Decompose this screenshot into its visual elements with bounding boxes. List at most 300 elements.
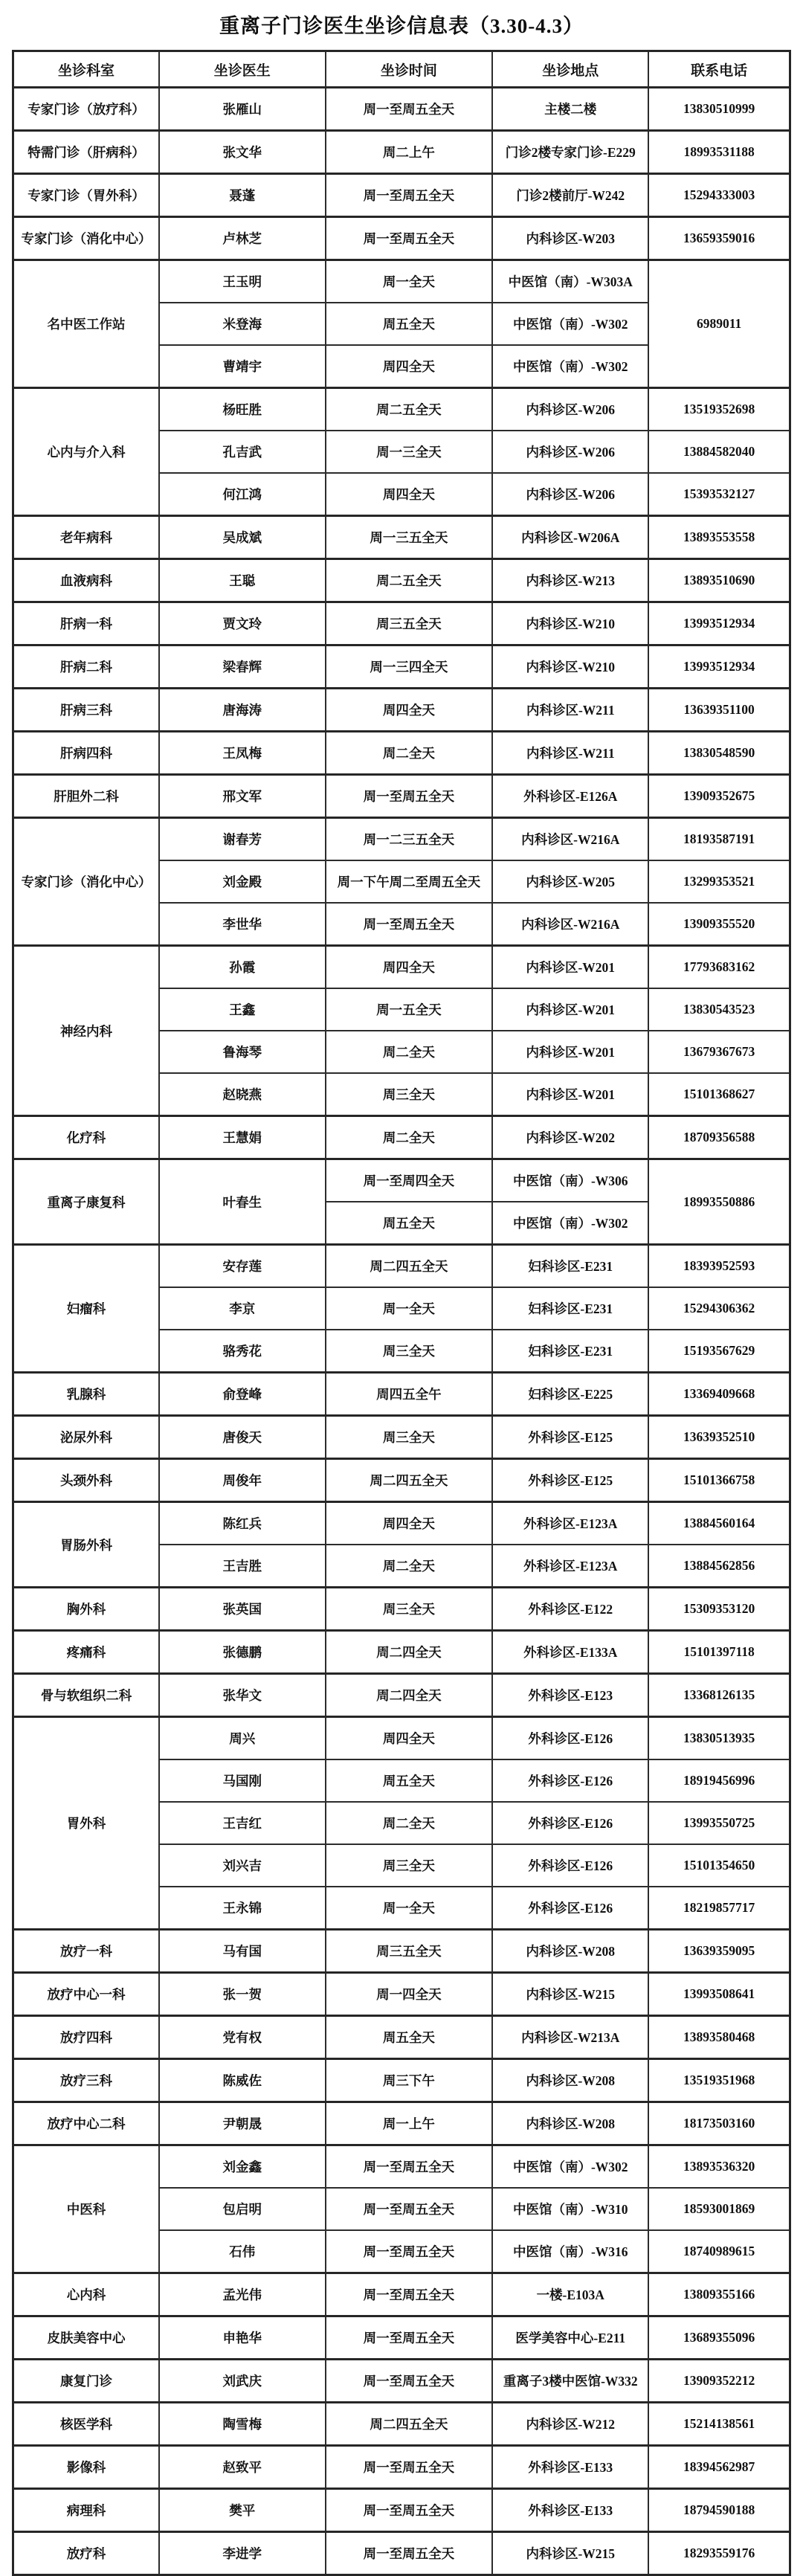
phone-cell: 13519352698 [648, 388, 790, 431]
dept-cell: 心内科 [13, 2273, 159, 2316]
dept-cell: 妇瘤科 [13, 1245, 159, 1373]
doctor-cell: 米登海 [159, 303, 326, 345]
time-cell: 周一三五全天 [326, 516, 493, 559]
dept-cell: 肝胆外二科 [13, 775, 159, 818]
doctor-cell: 王凤梅 [159, 732, 326, 775]
location-cell: 内科诊区-W206A [492, 516, 648, 559]
phone-cell: 15101397118 [648, 1631, 790, 1674]
phone-cell: 13659359016 [648, 217, 790, 260]
doctor-cell: 王吉胜 [159, 1545, 326, 1588]
time-cell: 周三全天 [326, 1588, 493, 1631]
location-cell: 外科诊区-E126 [492, 1717, 648, 1760]
doctor-cell: 孙霞 [159, 946, 326, 989]
phone-cell: 13893580468 [648, 2016, 790, 2059]
table-row [13, 2102, 790, 2145]
table-row [13, 732, 790, 775]
doctor-cell: 王聪 [159, 559, 326, 602]
location-cell: 内科诊区-W211 [492, 732, 648, 775]
dept-cell: 放疗三科 [13, 2059, 159, 2102]
time-cell: 周一至周四全天 [326, 1159, 493, 1202]
table-row [13, 645, 790, 689]
location-cell: 内科诊区-W201 [492, 988, 648, 1031]
time-cell: 周一至周五全天 [326, 2532, 493, 2575]
location-cell: 妇科诊区-E231 [492, 1287, 648, 1330]
location-cell: 内科诊区-W201 [492, 1031, 648, 1073]
time-cell: 周三全天 [326, 1330, 493, 1373]
phone-cell: 13993550725 [648, 1802, 790, 1844]
location-cell: 中医馆（南）-W302 [492, 303, 648, 345]
dept-cell: 老年病科 [13, 516, 159, 559]
time-cell: 周二全天 [326, 732, 493, 775]
location-cell: 内科诊区-W213A [492, 2016, 648, 2059]
dept-cell: 肝病三科 [13, 689, 159, 732]
time-cell: 周二五全天 [326, 388, 493, 431]
phone-cell: 13369409668 [648, 1373, 790, 1416]
time-cell: 周二四五全天 [326, 1459, 493, 1502]
table-header [13, 51, 790, 88]
time-cell: 周一至周五全天 [326, 775, 493, 818]
location-cell: 中医馆（南）-W306 [492, 1159, 648, 1202]
time-cell: 周一至周五全天 [326, 903, 493, 946]
phone-cell: 13639352510 [648, 1416, 790, 1459]
doctor-cell: 俞登峰 [159, 1373, 326, 1416]
location-cell: 妇科诊区-E225 [492, 1373, 648, 1416]
phone-cell: 13689355096 [648, 2316, 790, 2360]
dept-cell: 胃肠外科 [13, 1502, 159, 1588]
table-row [13, 1674, 790, 1717]
dept-cell: 名中医工作站 [13, 260, 159, 388]
table-row [13, 260, 790, 303]
table-row [13, 1159, 790, 1202]
time-cell: 周一四全天 [326, 1973, 493, 2016]
dept-cell: 放疗科 [13, 2532, 159, 2575]
time-cell: 周二上午 [326, 131, 493, 174]
header-cell-4: 联系电话 [648, 51, 790, 88]
table-row [13, 2532, 790, 2575]
time-cell: 周一二三五全天 [326, 818, 493, 861]
location-cell: 内科诊区-W210 [492, 602, 648, 645]
phone-cell: 13993512934 [648, 645, 790, 689]
doctor-cell: 唐俊天 [159, 1416, 326, 1459]
dept-cell: 胃外科 [13, 1717, 159, 1930]
location-cell: 外科诊区-E125 [492, 1459, 648, 1502]
location-cell: 内科诊区-W203 [492, 217, 648, 260]
dept-cell: 胸外科 [13, 1588, 159, 1631]
phone-cell: 18709356588 [648, 1116, 790, 1159]
location-cell: 外科诊区-E126A [492, 775, 648, 818]
phone-cell: 18193587191 [648, 818, 790, 861]
time-cell: 周一至周五全天 [326, 2145, 493, 2189]
table-row [13, 2059, 790, 2102]
time-cell: 周二全天 [326, 1545, 493, 1588]
location-cell: 中医馆（南）-W302 [492, 345, 648, 388]
doctor-cell: 张英国 [159, 1588, 326, 1631]
phone-cell: 18393952593 [648, 1245, 790, 1288]
header-cell-0: 坐诊科室 [13, 51, 159, 88]
dept-cell: 泌尿外科 [13, 1416, 159, 1459]
phone-cell: 18993531188 [648, 131, 790, 174]
dept-cell: 康复门诊 [13, 2360, 159, 2403]
table-row [13, 2489, 790, 2532]
dept-cell: 影像科 [13, 2446, 159, 2489]
doctor-cell: 周俊年 [159, 1459, 326, 1502]
table-row [13, 1930, 790, 1973]
doctor-cell: 张德鹏 [159, 1631, 326, 1674]
time-cell: 周三五全天 [326, 602, 493, 645]
dept-cell: 特需门诊（肝病科） [13, 131, 159, 174]
time-cell: 周一至周五全天 [326, 174, 493, 217]
time-cell: 周四全天 [326, 689, 493, 732]
phone-cell: 13830548590 [648, 732, 790, 775]
time-cell: 周一五全天 [326, 988, 493, 1031]
location-cell: 主楼二楼 [492, 88, 648, 131]
doctor-cell: 赵晓燕 [159, 1073, 326, 1116]
location-cell: 内科诊区-W210 [492, 645, 648, 689]
phone-cell: 15214138561 [648, 2403, 790, 2446]
doctor-cell: 何江鸿 [159, 473, 326, 516]
location-cell: 内科诊区-W208 [492, 1930, 648, 1973]
location-cell: 门诊2楼前厅-W242 [492, 174, 648, 217]
time-cell: 周二全天 [326, 1802, 493, 1844]
table-row [13, 2360, 790, 2403]
phone-cell: 18794590188 [648, 2489, 790, 2532]
phone-cell: 13884582040 [648, 431, 790, 473]
phone-cell: 13519351968 [648, 2059, 790, 2102]
table-body [13, 88, 790, 2575]
table-row [13, 775, 790, 818]
dept-cell: 肝病二科 [13, 645, 159, 689]
table-row [13, 88, 790, 131]
doctor-cell: 党有权 [159, 2016, 326, 2059]
phone-cell: 17793683162 [648, 946, 790, 989]
time-cell: 周一全天 [326, 1887, 493, 1930]
time-cell: 周四全天 [326, 1717, 493, 1760]
phone-cell: 13884562856 [648, 1545, 790, 1588]
doctor-cell: 邢文军 [159, 775, 326, 818]
doctor-cell: 陈威佐 [159, 2059, 326, 2102]
dept-cell: 心内与介入科 [13, 388, 159, 516]
location-cell: 外科诊区-E122 [492, 1588, 648, 1631]
time-cell: 周一三四全天 [326, 645, 493, 689]
location-cell: 内科诊区-W201 [492, 1073, 648, 1116]
table-row [13, 559, 790, 602]
table-row [13, 1502, 790, 1545]
location-cell: 外科诊区-E123A [492, 1502, 648, 1545]
time-cell: 周一下午周二至周五全天 [326, 860, 493, 903]
doctor-cell: 陶雪梅 [159, 2403, 326, 2446]
dept-cell: 病理科 [13, 2489, 159, 2532]
phone-cell: 13993512934 [648, 602, 790, 645]
location-cell: 内科诊区-W202 [492, 1116, 648, 1159]
phone-cell: 13679367673 [648, 1031, 790, 1073]
doctor-cell: 杨旺胜 [159, 388, 326, 431]
doctor-cell: 谢春芳 [159, 818, 326, 861]
doctor-cell: 梁春辉 [159, 645, 326, 689]
location-cell: 外科诊区-E133A [492, 1631, 648, 1674]
doctor-cell: 骆秀花 [159, 1330, 326, 1373]
location-cell: 妇科诊区-E231 [492, 1245, 648, 1288]
time-cell: 周三全天 [326, 1073, 493, 1116]
phone-cell: 15309353120 [648, 1588, 790, 1631]
time-cell: 周一全天 [326, 1287, 493, 1330]
time-cell: 周四全天 [326, 473, 493, 516]
table-row [13, 1245, 790, 1288]
time-cell: 周一至周五全天 [326, 2446, 493, 2489]
doctor-cell: 包启明 [159, 2188, 326, 2230]
doctor-cell: 曹靖宇 [159, 345, 326, 388]
dept-cell: 肝病一科 [13, 602, 159, 645]
location-cell: 一楼-E103A [492, 2273, 648, 2316]
phone-cell: 6989011 [648, 260, 790, 388]
time-cell: 周四全天 [326, 946, 493, 989]
location-cell: 外科诊区-E126 [492, 1802, 648, 1844]
doctor-cell: 贾文玲 [159, 602, 326, 645]
doctor-cell: 孟光伟 [159, 2273, 326, 2316]
table-row [13, 174, 790, 217]
doctor-cell: 安存莲 [159, 1245, 326, 1288]
phone-cell: 13893553558 [648, 516, 790, 559]
dept-cell: 中医科 [13, 2145, 159, 2273]
location-cell: 中医馆（南）-W316 [492, 2230, 648, 2273]
time-cell: 周一至周五全天 [326, 2188, 493, 2230]
table-row [13, 217, 790, 260]
phone-cell: 15193567629 [648, 1330, 790, 1373]
phone-cell: 18293559176 [648, 2532, 790, 2575]
location-cell: 内科诊区-W216A [492, 903, 648, 946]
dept-cell: 核医学科 [13, 2403, 159, 2446]
location-cell: 中医馆（南）-W302 [492, 1202, 648, 1245]
dept-cell: 乳腺科 [13, 1373, 159, 1416]
table-row [13, 2446, 790, 2489]
phone-cell: 13299353521 [648, 860, 790, 903]
phone-cell: 13884560164 [648, 1502, 790, 1545]
location-cell: 内科诊区-W216A [492, 818, 648, 861]
dept-cell: 重离子康复科 [13, 1159, 159, 1245]
doctor-cell: 陈红兵 [159, 1502, 326, 1545]
location-cell: 中医馆（南）-W310 [492, 2188, 648, 2230]
location-cell: 内科诊区-W215 [492, 1973, 648, 2016]
time-cell: 周一至周五全天 [326, 2489, 493, 2532]
table-row [13, 131, 790, 174]
doctor-cell: 王吉红 [159, 1802, 326, 1844]
time-cell: 周五全天 [326, 303, 493, 345]
time-cell: 周二四五全天 [326, 1245, 493, 1288]
location-cell: 妇科诊区-E231 [492, 1330, 648, 1373]
time-cell: 周一至周五全天 [326, 217, 493, 260]
location-cell: 外科诊区-E123 [492, 1674, 648, 1717]
time-cell: 周一至周五全天 [326, 2273, 493, 2316]
location-cell: 中医馆（南）-W302 [492, 2145, 648, 2189]
table-row [13, 1459, 790, 1502]
time-cell: 周二四五全天 [326, 2403, 493, 2446]
table-row [13, 689, 790, 732]
time-cell: 周二五全天 [326, 559, 493, 602]
dept-cell: 疼痛科 [13, 1631, 159, 1674]
time-cell: 周一至周五全天 [326, 2316, 493, 2360]
phone-cell: 13909352212 [648, 2360, 790, 2403]
doctor-cell: 王永锦 [159, 1887, 326, 1930]
doctor-cell: 樊平 [159, 2489, 326, 2532]
location-cell: 外科诊区-E126 [492, 1844, 648, 1887]
phone-cell: 18993550886 [648, 1159, 790, 1245]
doctor-cell: 周兴 [159, 1717, 326, 1760]
phone-cell: 13993508641 [648, 1973, 790, 2016]
doctor-cell: 张雁山 [159, 88, 326, 131]
doctor-cell: 聂蓬 [159, 174, 326, 217]
table-row [13, 1631, 790, 1674]
table-row [13, 602, 790, 645]
table-row [13, 1373, 790, 1416]
phone-cell: 13893510690 [648, 559, 790, 602]
doctor-cell: 马国刚 [159, 1759, 326, 1802]
time-cell: 周五全天 [326, 1202, 493, 1245]
time-cell: 周一全天 [326, 260, 493, 303]
doctor-cell: 刘金鑫 [159, 2145, 326, 2189]
phone-cell: 18173503160 [648, 2102, 790, 2145]
time-cell: 周一三全天 [326, 431, 493, 473]
phone-cell: 13368126135 [648, 1674, 790, 1717]
dept-cell: 专家门诊（放疗科） [13, 88, 159, 131]
table-row [13, 2016, 790, 2059]
table-row [13, 1416, 790, 1459]
dept-cell: 放疗中心一科 [13, 1973, 159, 2016]
header-cell-2: 坐诊时间 [326, 51, 493, 88]
table-row [13, 1717, 790, 1760]
phone-cell: 13893536320 [648, 2145, 790, 2189]
doctor-cell: 马有国 [159, 1930, 326, 1973]
table-row [13, 1588, 790, 1631]
header-cell-1: 坐诊医生 [159, 51, 326, 88]
location-cell: 外科诊区-E126 [492, 1887, 648, 1930]
location-cell: 内科诊区-W206 [492, 431, 648, 473]
doctor-cell: 王玉明 [159, 260, 326, 303]
phone-cell: 18593001869 [648, 2188, 790, 2230]
table-row [13, 946, 790, 989]
doctor-cell: 鲁海琴 [159, 1031, 326, 1073]
location-cell: 内科诊区-W208 [492, 2102, 648, 2145]
time-cell: 周二全天 [326, 1116, 493, 1159]
location-cell: 内科诊区-W208 [492, 2059, 648, 2102]
location-cell: 内科诊区-W206 [492, 473, 648, 516]
table-row [13, 2145, 790, 2189]
time-cell: 周一上午 [326, 2102, 493, 2145]
doctor-cell: 张华文 [159, 1674, 326, 1717]
phone-cell: 13830510999 [648, 88, 790, 131]
doctor-cell: 张文华 [159, 131, 326, 174]
doctor-cell: 孔吉武 [159, 431, 326, 473]
doctor-cell: 李进学 [159, 2532, 326, 2575]
doctor-cell: 唐海涛 [159, 689, 326, 732]
doctor-cell: 刘武庆 [159, 2360, 326, 2403]
dept-cell: 血液病科 [13, 559, 159, 602]
doctor-cell: 叶春生 [159, 1159, 326, 1245]
phone-cell: 15294333003 [648, 174, 790, 217]
location-cell: 内科诊区-W201 [492, 946, 648, 989]
table-row [13, 818, 790, 861]
location-cell: 内科诊区-W205 [492, 860, 648, 903]
location-cell: 重离子3楼中医馆-W332 [492, 2360, 648, 2403]
doctor-cell: 尹朝晟 [159, 2102, 326, 2145]
location-cell: 内科诊区-W206 [492, 388, 648, 431]
phone-cell: 15294306362 [648, 1287, 790, 1330]
dept-cell: 放疗中心二科 [13, 2102, 159, 2145]
time-cell: 周四五全午 [326, 1373, 493, 1416]
location-cell: 医学美容中心-E211 [492, 2316, 648, 2360]
time-cell: 周一至周五全天 [326, 2230, 493, 2273]
dept-cell: 专家门诊（消化中心） [13, 818, 159, 946]
time-cell: 周三全天 [326, 1416, 493, 1459]
table-row [13, 2273, 790, 2316]
doctor-cell: 卢林芝 [159, 217, 326, 260]
time-cell: 周三五全天 [326, 1930, 493, 1973]
table-row [13, 1973, 790, 2016]
location-cell: 外科诊区-E125 [492, 1416, 648, 1459]
phone-cell: 13830543523 [648, 988, 790, 1031]
time-cell: 周五全天 [326, 1759, 493, 1802]
phone-cell: 18919456996 [648, 1759, 790, 1802]
phone-cell: 15393532127 [648, 473, 790, 516]
dept-cell: 头颈外科 [13, 1459, 159, 1502]
doctor-cell: 李京 [159, 1287, 326, 1330]
location-cell: 外科诊区-E123A [492, 1545, 648, 1588]
table-row [13, 388, 790, 431]
doctor-cell: 张一贺 [159, 1973, 326, 2016]
location-cell: 外科诊区-E133 [492, 2489, 648, 2532]
table-row [13, 516, 790, 559]
dept-cell: 肝病四科 [13, 732, 159, 775]
time-cell: 周二四全天 [326, 1631, 493, 1674]
table-row [13, 1116, 790, 1159]
header-row [13, 51, 790, 88]
dept-cell: 专家门诊（消化中心） [13, 217, 159, 260]
phone-cell: 13639351100 [648, 689, 790, 732]
location-cell: 内科诊区-W213 [492, 559, 648, 602]
doctor-cell: 石伟 [159, 2230, 326, 2273]
location-cell: 中医馆（南）-W303A [492, 260, 648, 303]
table-row [13, 2403, 790, 2446]
time-cell: 周二全天 [326, 1031, 493, 1073]
doctor-cell: 赵致平 [159, 2446, 326, 2489]
table-row [13, 2316, 790, 2360]
location-cell: 内科诊区-W212 [492, 2403, 648, 2446]
phone-cell: 18219857717 [648, 1887, 790, 1930]
doctor-cell: 吴成斌 [159, 516, 326, 559]
phone-cell: 13809355166 [648, 2273, 790, 2316]
phone-cell: 13639359095 [648, 1930, 790, 1973]
dept-cell: 化疗科 [13, 1116, 159, 1159]
phone-cell: 18740989615 [648, 2230, 790, 2273]
location-cell: 外科诊区-E133 [492, 2446, 648, 2489]
phone-cell: 15101354650 [648, 1844, 790, 1887]
phone-cell: 15101366758 [648, 1459, 790, 1502]
location-cell: 外科诊区-E126 [492, 1759, 648, 1802]
doctor-cell: 王鑫 [159, 988, 326, 1031]
doctor-cell: 申艳华 [159, 2316, 326, 2360]
dept-cell: 骨与软组织二科 [13, 1674, 159, 1717]
phone-cell: 18394562987 [648, 2446, 790, 2489]
time-cell: 周三全天 [326, 1844, 493, 1887]
time-cell: 周一至周五全天 [326, 88, 493, 131]
doctor-cell: 王慧娟 [159, 1116, 326, 1159]
time-cell: 周二四全天 [326, 1674, 493, 1717]
dept-cell: 专家门诊（胃外科） [13, 174, 159, 217]
time-cell: 周三下午 [326, 2059, 493, 2102]
doctor-cell: 刘金殿 [159, 860, 326, 903]
location-cell: 门诊2楼专家门诊-E229 [492, 131, 648, 174]
doctor-cell: 刘兴吉 [159, 1844, 326, 1887]
page-title: 重离子门诊医生坐诊信息表（3.30-4.3） [219, 15, 584, 37]
location-cell: 内科诊区-W211 [492, 689, 648, 732]
